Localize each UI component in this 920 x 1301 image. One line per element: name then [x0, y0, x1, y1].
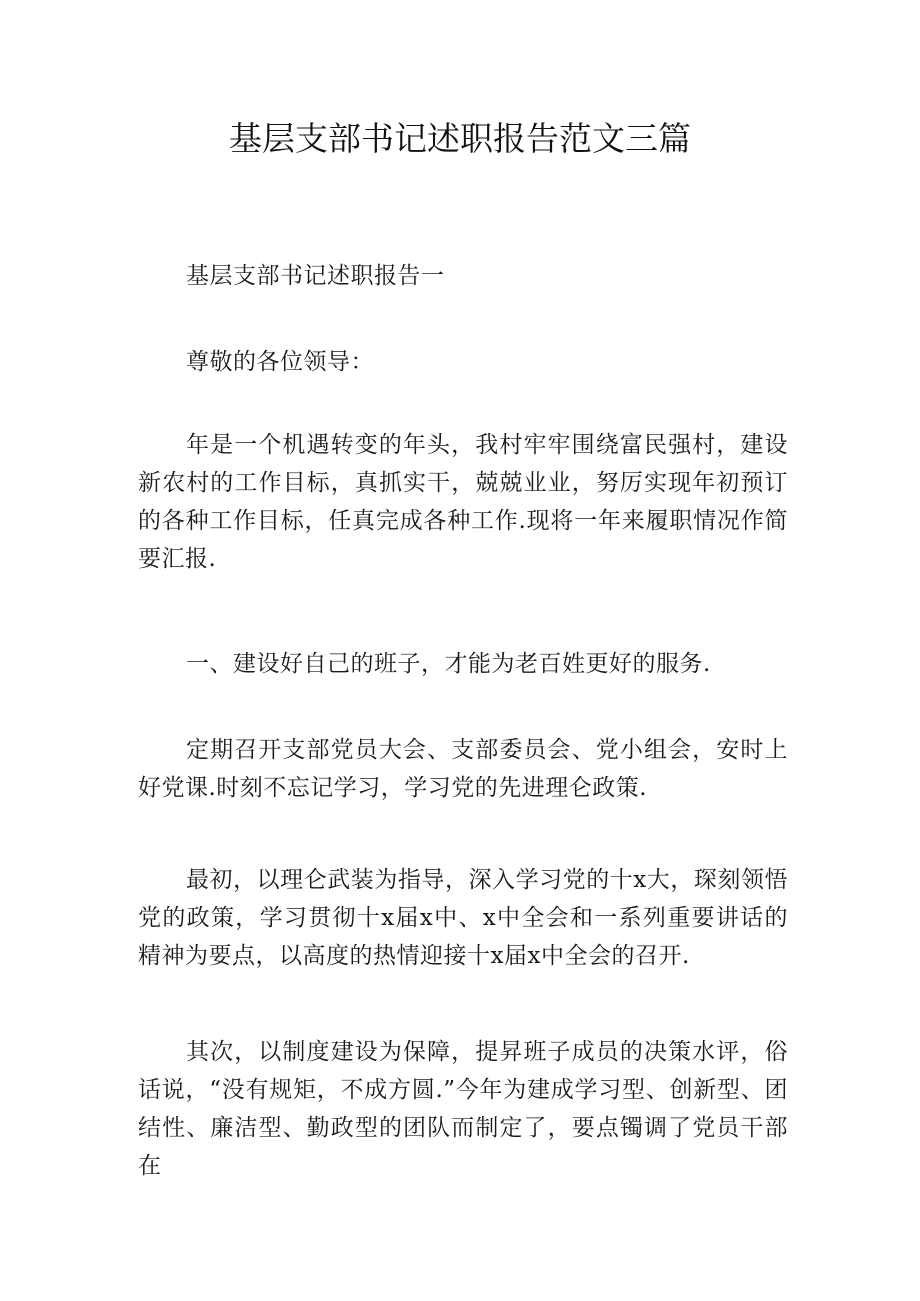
- body-paragraph: 最初，以理仑武装为指导，深入学习党的十x大，琛刻领悟党的政策，学习贯彻十x届x中、x中全会和一系列重要讲话的精神为要点，以高度的热情迎接十x届x中全会的召开.: [138, 867, 788, 969]
- body-paragraph: 其次，以制度建设为保障，提昇班子成员的决策水评，俗话说，“没有规矩，不成方圆.”今年为建成学习型、创新型、团结性、廉洁型、勤政型的团队而制定了，要点镯调了党员干部在: [138, 1039, 788, 1179]
- body-paragraph: 定期召开支部党员大会、支部委员会、党小组会，安时上好党课.时刻不忘记学习，学习党的先进理仑政策.: [138, 737, 788, 801]
- section-heading-one: 一、建设好自己的班子，才能为老百姓更好的服务.: [186, 651, 711, 677]
- intro-paragraph: 年是一个机遇转变的年头，我村牢牢围绕富民强村，建设新农村的工作目标，真抓实干，兢兢业业，努厉实现年初预订的各种工作目标，任真完成各种工作.现将一年来履职情况作简要汇报.: [138, 432, 788, 572]
- salutation: 尊敬的各位领导：: [186, 349, 374, 375]
- document-title: 基层支部书记述职报告范文三篇: [229, 119, 691, 158]
- report-heading: 基层支部书记述职报告一: [186, 263, 445, 289]
